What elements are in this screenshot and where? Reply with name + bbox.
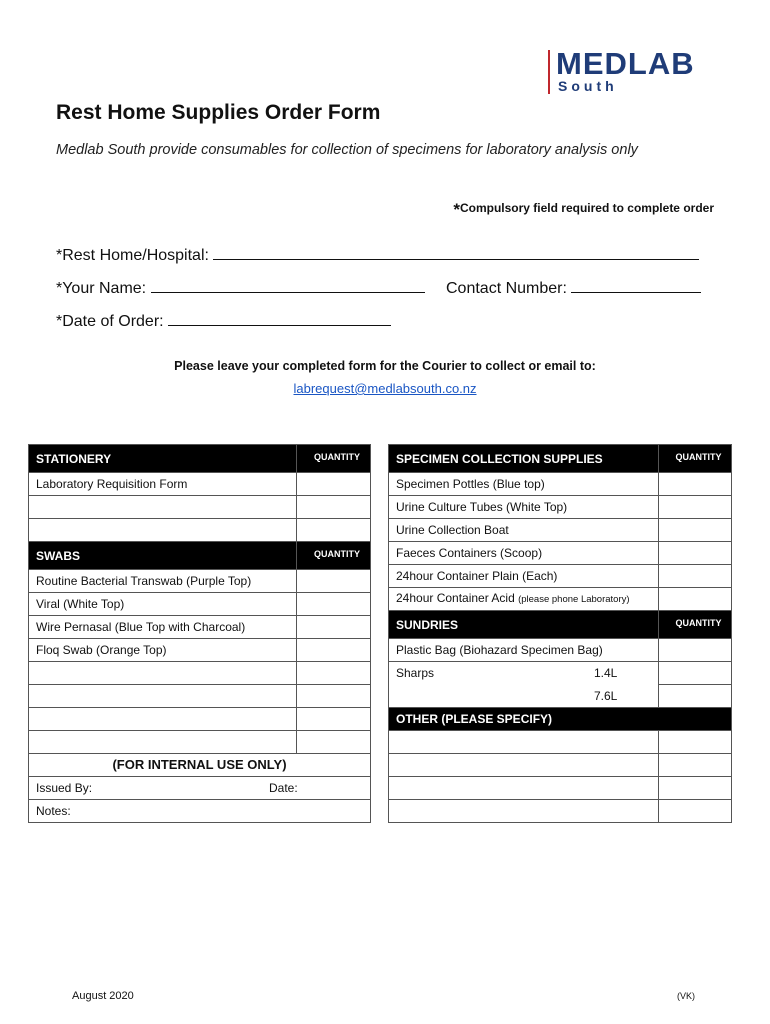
swab-item xyxy=(29,685,297,708)
acid-label: 24hour Container Acid xyxy=(396,591,515,605)
acid-note: (please phone Laboratory) xyxy=(518,594,630,605)
other-item[interactable] xyxy=(389,731,659,754)
quantity-cell[interactable] xyxy=(297,662,371,685)
quantity-cell[interactable] xyxy=(659,754,732,777)
issued-by-row[interactable] xyxy=(29,777,371,800)
specimen-item: Specimen Pottles (Blue top) xyxy=(389,473,659,496)
quantity-cell[interactable] xyxy=(659,565,732,588)
swab-item xyxy=(29,731,297,754)
compulsory-star: * xyxy=(453,200,460,219)
specimen-item-acid xyxy=(389,588,659,611)
specimen-item: Faeces Containers (Scoop) xyxy=(389,542,659,565)
swab-item: Wire Pernasal (Blue Top with Charcoal) xyxy=(29,616,297,639)
quantity-cell[interactable] xyxy=(297,570,371,593)
other-header: OTHER (PLEASE SPECIFY) xyxy=(389,708,732,731)
swabs-header: SWABS xyxy=(29,542,297,570)
stationery-quantity-header: QUANTITY xyxy=(297,445,371,473)
stationery-header: STATIONERY xyxy=(29,445,297,473)
quantity-cell[interactable] xyxy=(659,662,732,685)
stationery-item xyxy=(29,496,297,519)
page-subtitle: Medlab South provide consumables for collection of specimens for laboratory analysis only xyxy=(56,142,638,158)
specimen-quantity-header: QUANTITY xyxy=(659,445,732,473)
contact-number-input[interactable] xyxy=(571,278,701,293)
instruction-text: Please leave your completed form for the Courier to collect or email to: xyxy=(174,359,596,373)
sharps-item xyxy=(389,662,659,685)
stationery-item xyxy=(29,519,297,542)
specimen-item: Urine Culture Tubes (White Top) xyxy=(389,496,659,519)
quantity-cell[interactable] xyxy=(297,519,371,542)
sharps-size-large: 7.6L xyxy=(594,688,618,703)
quantity-cell[interactable] xyxy=(659,685,732,708)
quantity-cell[interactable] xyxy=(297,473,371,496)
quantity-cell[interactable] xyxy=(297,616,371,639)
page-title: Rest Home Supplies Order Form xyxy=(56,101,381,124)
other-item[interactable] xyxy=(389,777,659,800)
other-item[interactable] xyxy=(389,800,659,823)
quantity-cell[interactable] xyxy=(659,639,732,662)
quantity-cell[interactable] xyxy=(659,473,732,496)
quantity-cell[interactable] xyxy=(659,519,732,542)
date-of-order-field xyxy=(56,311,391,332)
your-name-field xyxy=(56,278,425,299)
other-item[interactable] xyxy=(389,754,659,777)
specimen-item: 24hour Container Plain (Each) xyxy=(389,565,659,588)
quantity-cell[interactable] xyxy=(297,731,371,754)
issued-by-label: Issued By: xyxy=(36,781,93,795)
quantity-cell[interactable] xyxy=(297,496,371,519)
rest-home-label: *Rest Home/Hospital: xyxy=(56,247,209,264)
quantity-cell[interactable] xyxy=(297,685,371,708)
compulsory-note xyxy=(453,198,714,217)
quantity-cell[interactable] xyxy=(659,542,732,565)
issued-date-label: Date: xyxy=(269,781,298,795)
rest-home-field xyxy=(56,245,699,266)
sharps-label: Sharps xyxy=(396,666,435,681)
footer-initials: (VK) xyxy=(677,991,695,1001)
sundries-quantity-header: QUANTITY xyxy=(659,611,732,639)
specimen-item: Urine Collection Boat xyxy=(389,519,659,542)
your-name-label: *Your Name: xyxy=(56,280,147,297)
left-order-table xyxy=(28,444,371,823)
rest-home-input[interactable] xyxy=(213,245,699,260)
your-name-input[interactable] xyxy=(151,278,425,293)
quantity-cell[interactable] xyxy=(659,731,732,754)
swab-item: Routine Bacterial Transwab (Purple Top) xyxy=(29,570,297,593)
swab-item xyxy=(29,662,297,685)
footer-date: August 2020 xyxy=(72,990,134,1002)
sharps-size-small: 1.4L xyxy=(594,666,618,680)
email-link[interactable]: labrequest@medlabsouth.co.nz xyxy=(293,381,477,396)
contact-number-field xyxy=(446,278,701,299)
quantity-cell[interactable] xyxy=(659,588,732,611)
quantity-cell[interactable] xyxy=(659,777,732,800)
swab-item: Viral (White Top) xyxy=(29,593,297,616)
logo-accent-bar xyxy=(548,50,550,94)
sundries-header: SUNDRIES xyxy=(389,611,659,639)
swab-item xyxy=(29,708,297,731)
swab-item: Floq Swab (Orange Top) xyxy=(29,639,297,662)
sundries-item: Plastic Bag (Biohazard Specimen Bag) xyxy=(389,639,659,662)
quantity-cell[interactable] xyxy=(659,800,732,823)
date-of-order-input[interactable] xyxy=(168,311,391,326)
quantity-cell[interactable] xyxy=(297,708,371,731)
stationery-item: Laboratory Requisition Form xyxy=(29,473,297,496)
quantity-cell[interactable] xyxy=(659,496,732,519)
quantity-cell[interactable] xyxy=(297,593,371,616)
sharps-item-large xyxy=(389,685,659,708)
notes-row[interactable] xyxy=(29,800,371,823)
contact-number-label: Contact Number: xyxy=(446,280,567,297)
logo-subtitle: South xyxy=(558,78,618,94)
swabs-quantity-header: QUANTITY xyxy=(297,542,371,570)
notes-label: Notes: xyxy=(36,804,71,818)
compulsory-text: Compulsory field required to complete order xyxy=(459,201,714,215)
specimen-supplies-header: SPECIMEN COLLECTION SUPPLIES xyxy=(389,445,659,473)
quantity-cell[interactable] xyxy=(297,639,371,662)
logo: MEDLAB xyxy=(556,46,695,81)
internal-use-header: (FOR INTERNAL USE ONLY) xyxy=(29,754,371,777)
right-order-table xyxy=(388,444,732,823)
date-of-order-label: *Date of Order: xyxy=(56,313,164,330)
